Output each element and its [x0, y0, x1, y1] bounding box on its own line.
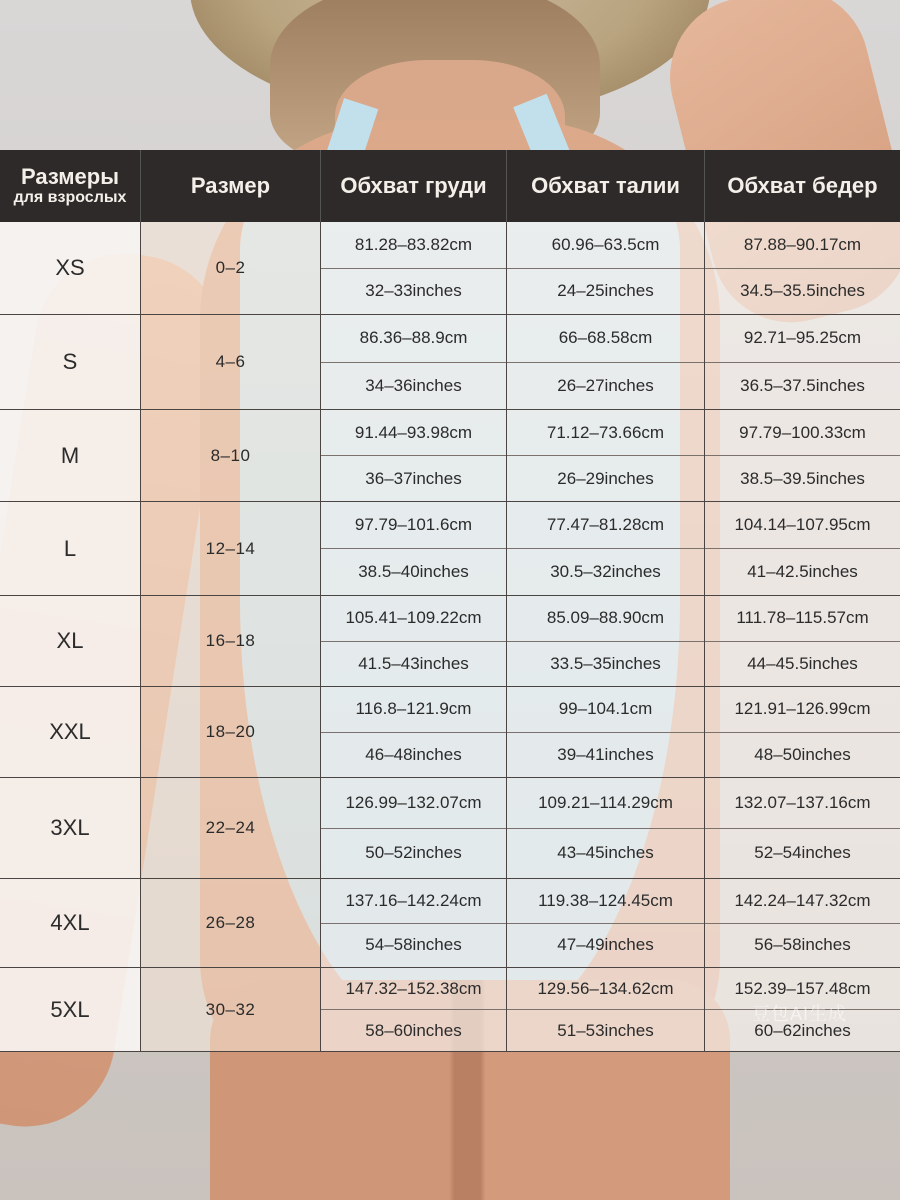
- header-adult-sizes-line1: Размеры: [20, 164, 119, 190]
- hip-cm-value: 132.07–137.16cm: [705, 778, 900, 828]
- hip-inches-value: 52–54inches: [705, 828, 900, 879]
- waist-cm-value: 60.96–63.5cm: [507, 222, 704, 268]
- bust-inches-value: 54–58inches: [321, 923, 506, 968]
- hip-cm-value: 97.79–100.33cm: [705, 410, 900, 455]
- hip-inches-value: 36.5–37.5inches: [705, 362, 900, 410]
- bust-cm-value: 97.79–101.6cm: [321, 502, 506, 548]
- hip-cm-value: 142.24–147.32cm: [705, 879, 900, 923]
- hip-measurement: [705, 410, 900, 501]
- bust-measurement: [321, 502, 507, 595]
- bust-cm-value: 116.8–121.9cm: [321, 687, 506, 732]
- hip-cm-value: 87.88–90.17cm: [705, 222, 900, 268]
- us-size-range: 0–2: [141, 222, 321, 314]
- bust-inches-value: 32–33inches: [321, 268, 506, 315]
- waist-inches-value: 24–25inches: [507, 268, 704, 315]
- watermark: 豆包AI生成: [752, 1004, 848, 1024]
- table-header: [0, 150, 900, 222]
- hip-cm-value: 92.71–95.25cm: [705, 315, 900, 362]
- waist-measurement: [507, 222, 705, 314]
- us-size-range: 12–14: [141, 502, 321, 595]
- bust-inches-value: 34–36inches: [321, 362, 506, 410]
- size-label: S: [0, 315, 141, 409]
- waist-inches-value: 26–27inches: [507, 362, 704, 410]
- bust-inches-value: 50–52inches: [321, 828, 506, 879]
- size-label: XS: [0, 222, 141, 314]
- waist-cm-value: 99–104.1cm: [507, 687, 704, 732]
- bust-inches-value: 46–48inches: [321, 732, 506, 778]
- waist-inches-value: 30.5–32inches: [507, 548, 704, 595]
- bust-inches-value: 41.5–43inches: [321, 641, 506, 687]
- waist-measurement: [507, 968, 705, 1051]
- us-size-range: 30–32: [141, 968, 321, 1051]
- waist-cm-value: 71.12–73.66cm: [507, 410, 704, 455]
- hip-inches-value: 44–45.5inches: [705, 641, 900, 687]
- waist-inches-value: 43–45inches: [507, 828, 704, 879]
- hip-inches-value: 56–58inches: [705, 923, 900, 968]
- hip-measurement: [705, 687, 900, 777]
- size-label: L: [0, 502, 141, 595]
- hip-measurement: [705, 778, 900, 878]
- table-row: [0, 879, 900, 968]
- bust-measurement: [321, 222, 507, 314]
- hip-inches-value: 34.5–35.5inches: [705, 268, 900, 315]
- size-label: 4XL: [0, 879, 141, 967]
- us-size-range: 8–10: [141, 410, 321, 501]
- waist-cm-value: 109.21–114.29cm: [507, 778, 704, 828]
- hip-measurement: [705, 879, 900, 967]
- waist-inches-value: 51–53inches: [507, 1009, 704, 1051]
- waist-cm-value: 129.56–134.62cm: [507, 968, 704, 1009]
- table-row: [0, 502, 900, 596]
- waist-measurement: [507, 596, 705, 686]
- header-hips: Обхват бедер: [727, 173, 878, 198]
- us-size-range: 4–6: [141, 315, 321, 409]
- header-waist: Обхват талии: [507, 150, 705, 222]
- hip-inches-value: 48–50inches: [705, 732, 900, 778]
- bust-measurement: [321, 968, 507, 1051]
- waist-cm-value: 119.38–124.45cm: [507, 879, 704, 923]
- bust-measurement: [321, 596, 507, 686]
- table-row: [0, 596, 900, 687]
- header-bust: Обхват груди: [321, 150, 507, 222]
- bust-cm-value: 147.32–152.38cm: [321, 968, 506, 1009]
- table-row: [0, 778, 900, 879]
- hip-cm-value: 121.91–126.99cm: [705, 687, 900, 732]
- us-size-range: 18–20: [141, 687, 321, 777]
- bust-inches-value: 58–60inches: [321, 1009, 506, 1051]
- hip-inches-value: 38.5–39.5inches: [705, 455, 900, 501]
- waist-inches-value: 39–41inches: [507, 732, 704, 778]
- bust-measurement: [321, 410, 507, 501]
- header-adult-sizes: [0, 150, 141, 222]
- waist-cm-value: 77.47–81.28cm: [507, 502, 704, 548]
- bust-measurement: [321, 687, 507, 777]
- table-row: [0, 222, 900, 315]
- hip-inches-value: 60–62inches: [705, 1009, 900, 1051]
- us-size-range: 16–18: [141, 596, 321, 686]
- waist-measurement: [507, 315, 705, 409]
- hip-inches-value: 41–42.5inches: [705, 548, 900, 595]
- waist-inches-value: 26–29inches: [507, 455, 704, 501]
- size-label: 3XL: [0, 778, 141, 878]
- bust-cm-value: 126.99–132.07cm: [321, 778, 506, 828]
- size-label: M: [0, 410, 141, 501]
- hip-measurement: [705, 596, 900, 686]
- us-size-range: 26–28: [141, 879, 321, 967]
- hip-measurement: [705, 315, 900, 409]
- bust-cm-value: 105.41–109.22cm: [321, 596, 506, 641]
- header-adult-sizes-line2: для взрослых: [13, 189, 127, 207]
- table-row: [0, 410, 900, 502]
- bust-measurement: [321, 778, 507, 878]
- waist-measurement: [507, 410, 705, 501]
- bust-inches-value: 38.5–40inches: [321, 548, 506, 595]
- waist-measurement: [507, 778, 705, 878]
- header-size: Размер: [141, 150, 321, 222]
- size-chart-table: [0, 150, 900, 1052]
- bust-cm-value: 137.16–142.24cm: [321, 879, 506, 923]
- table-row: [0, 315, 900, 410]
- waist-measurement: [507, 879, 705, 967]
- hip-cm-value: 104.14–107.95cm: [705, 502, 900, 548]
- us-size-range: 22–24: [141, 778, 321, 878]
- waist-cm-value: 66–68.58cm: [507, 315, 704, 362]
- size-label: 5XL: [0, 968, 141, 1051]
- waist-measurement: [507, 687, 705, 777]
- hip-cm-value: 152.39–157.48cm: [705, 968, 900, 1009]
- bust-measurement: [321, 315, 507, 409]
- waist-inches-value: 47–49inches: [507, 923, 704, 968]
- bust-cm-value: 91.44–93.98cm: [321, 410, 506, 455]
- table-row: [0, 687, 900, 778]
- hip-measurement: [705, 222, 900, 314]
- bust-inches-value: 36–37inches: [321, 455, 506, 501]
- size-label: XL: [0, 596, 141, 686]
- table-body: [0, 222, 900, 1052]
- size-label: XXL: [0, 687, 141, 777]
- hip-cm-value: 111.78–115.57cm: [705, 596, 900, 641]
- waist-cm-value: 85.09–88.90cm: [507, 596, 704, 641]
- waist-measurement: [507, 502, 705, 595]
- waist-inches-value: 33.5–35inches: [507, 641, 704, 687]
- bust-measurement: [321, 879, 507, 967]
- bust-cm-value: 81.28–83.82cm: [321, 222, 506, 268]
- bust-cm-value: 86.36–88.9cm: [321, 315, 506, 362]
- hip-measurement: [705, 502, 900, 595]
